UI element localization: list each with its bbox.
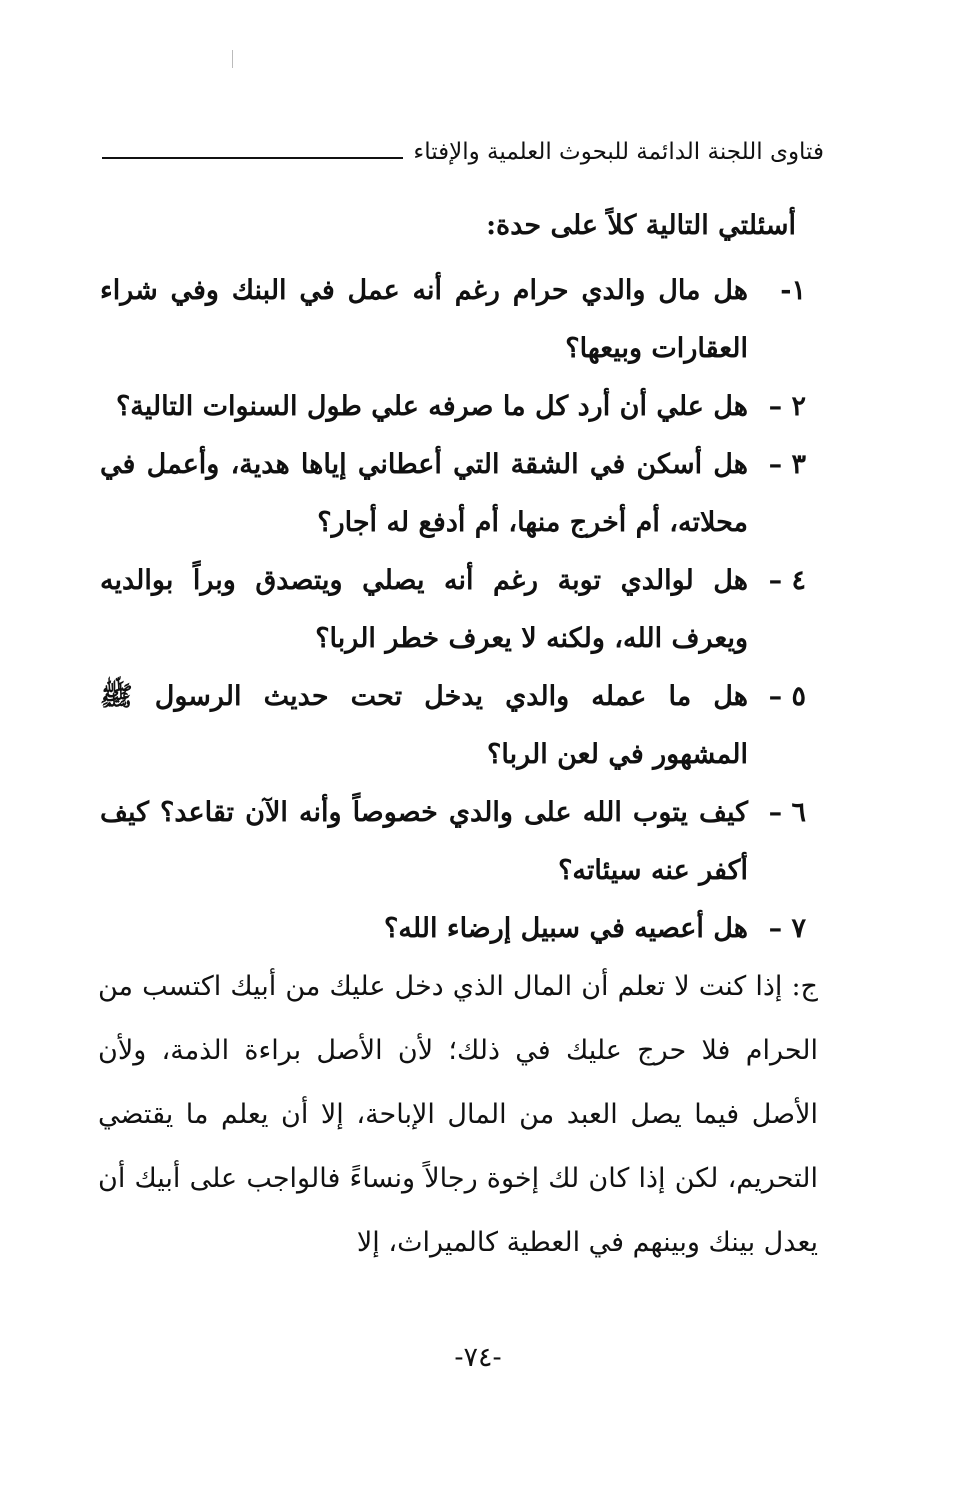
question-number: ٦ – [768, 797, 806, 828]
question-text: هل أسكن في الشقة التي أعطاني إياها هدية، وأعمل في محلاته، أم أخرج منها، أم أدفع له أجار؟ [100, 449, 748, 538]
running-header [102, 132, 824, 172]
question-number: ٥ – [768, 681, 806, 712]
question-item [100, 552, 806, 668]
question-list [100, 262, 806, 958]
header-rule [102, 157, 403, 159]
question-item [100, 668, 806, 784]
answer-paragraph: ج: إذا كنت لا تعلم أن المال الذي دخل عليك من أبيك اكتسب من الحرام فلا حرج عليك في ذلك؛ لأن الأصل براءة الذمة، ولأن الأصل فيما يصل العبد من المال الإباحة، إلا أن يعلم ما يقتضي التحريم، لكن إذا كان لك إخوة رجالاً ونساءً فالواجب على أبيك أن يعدل بينك وبينهم في العطية كالميراث، إلا [98, 971, 818, 1258]
intro-line: أسئلتي التالية كلاً على حدة: [486, 210, 796, 241]
question-text: هل ما عمله والدي يدخل تحت حديث الرسول ﷺ المشهور في لعن الربا؟ [100, 681, 748, 770]
question-number: ٧ – [768, 913, 806, 944]
question-text: هل لوالدي توبة رغم أنه يصلي ويتصدق وبراً بوالديه ويعرف الله، ولكنه لا يعرف خطر الربا؟ [100, 565, 748, 654]
page-number: -٧٤- [454, 1342, 502, 1373]
question-number: ٤ – [768, 565, 806, 596]
question-item [100, 262, 806, 378]
question-number: ١- [780, 275, 806, 306]
question-item [100, 378, 806, 436]
question-text: هل علي أن أرد كل ما صرفه علي طول السنوات التالية؟ [115, 391, 748, 422]
scan-artifact [232, 50, 233, 68]
question-text: هل مال والدي حرام رغم أنه عمل في البنك وفي شراء العقارات وبيعها؟ [100, 275, 748, 364]
question-item [100, 436, 806, 552]
question-number: ٢ – [768, 391, 806, 422]
question-item [100, 900, 806, 958]
question-number: ٣ – [768, 449, 806, 480]
header-title: فتاوى اللجنة الدائمة للبحوث العلمية والإفتاء [413, 139, 824, 165]
question-item [100, 784, 806, 900]
question-text: هل أعصيه في سبيل إرضاء الله؟ [384, 913, 748, 944]
question-text: كيف يتوب الله على والدي خصوصاً وأنه الآن تقاعد؟ كيف أكفر عنه سيئاته؟ [100, 797, 748, 886]
